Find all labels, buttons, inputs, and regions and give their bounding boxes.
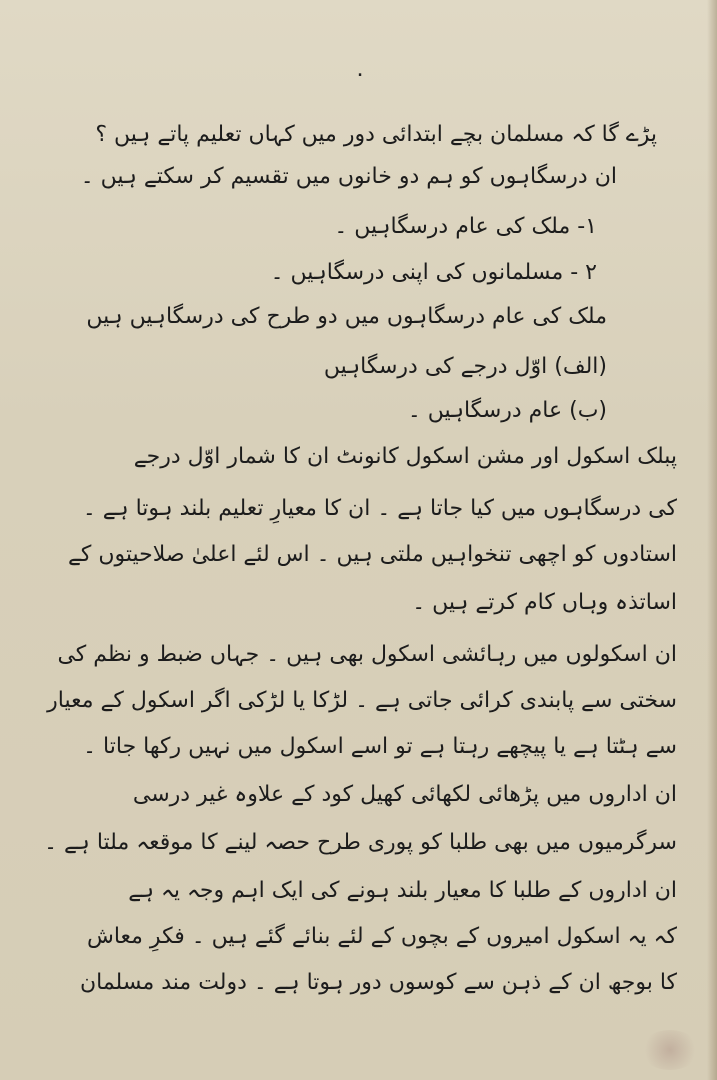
text-line: پڑے گا کہ مسلمان بچے ابتدائی دور میں کہاں تعلیم پاتے ہیں ؟ [95,122,657,147]
text-line: ان اداروں میں پڑھائی لکھائی کھیل کود کے علاوہ غیر درسی [132,782,677,807]
text-line: کی درسگاہوں میں کیا جاتا ہے ۔ ان کا معیارِ تعلیم بلند ہوتا ہے ۔ [82,496,677,521]
text-line: سرگرمیوں میں بھی طلبا کو پوری طرح حصہ لینے کا موقعہ ملتا ہے ۔ [44,830,677,855]
text-line: کہ یہ اسکول امیروں کے بچوں کے لئے بنائے گئے ہیں ۔ فکرِ معاش [86,924,677,949]
text-line: ۱- ملک کی عام درسگاہیں ۔ [334,214,597,239]
text-line: (ب) عام درسگاہیں ۔ [407,398,607,423]
text-line: کا بوجھ ان کے ذہن سے کوسوں دور ہوتا ہے ۔ دولت مند مسلمان [79,970,677,995]
text-line: اساتذہ وہاں کام کرتے ہیں ۔ [412,590,677,615]
paper-stain [640,1030,700,1070]
text-line: ان اسکولوں میں رہائشی اسکول بھی ہیں ۔ جہاں ضبط و نظم کی [57,642,677,667]
text-line: ان اداروں کے طلبا کا معیار بلند ہونے کی ایک اہم وجہ یہ ہے [128,878,677,903]
text-line: ۲ - مسلمانوں کی اپنی درسگاہیں ۔ [270,260,597,285]
text-line: سختی سے پابندی کرائی جاتی ہے ۔ لڑکا یا لڑکی اگر اسکول کے معیار [47,688,677,713]
text-line: ان درسگاہوں کو ہم دو خانوں میں تقسیم کر سکتے ہیں ۔ [80,164,617,189]
text-line: ملک کی عام درسگاہوں میں دو طرح کی درسگاہیں ہیں [86,304,607,329]
page-edge-shadow [707,0,717,1080]
text-line: استادوں کو اچھی تنخواہیں ملتی ہیں ۔ اس لئے اعلیٰ صلاحیتوں کے [68,542,677,567]
page-number: ۰ [354,62,366,87]
text-line: (الف) اوّل درجے کی درسگاہیں [323,354,607,379]
text-line: سے ہٹتا ہے یا پیچھے رہتا ہے تو اسے اسکول میں نہیں رکھا جاتا ۔ [83,734,677,759]
text-line: پبلک اسکول اور مشن اسکول کانونٹ ان کا شمار اوّل درجے [133,444,677,469]
